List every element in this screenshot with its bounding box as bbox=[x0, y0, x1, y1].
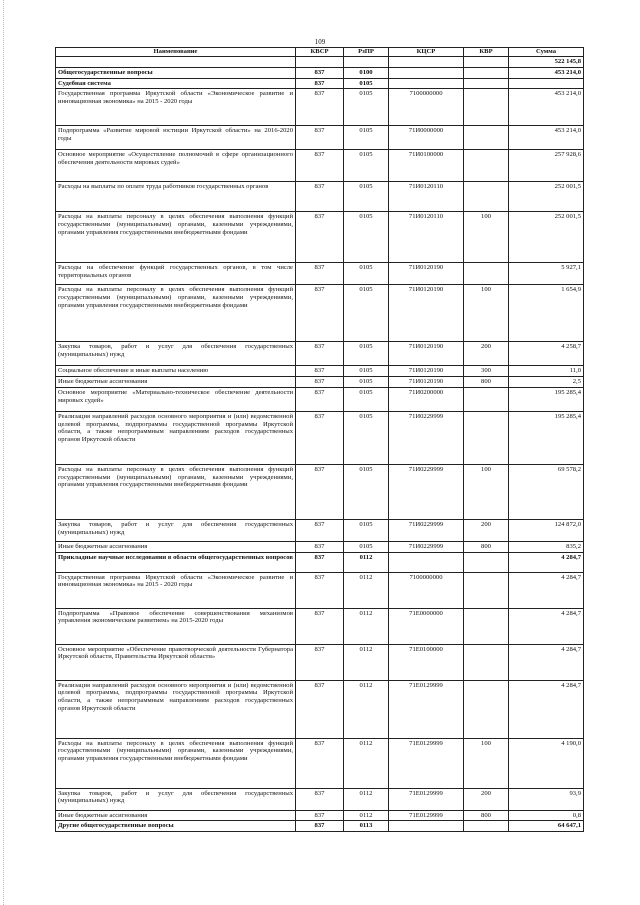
row-rzpr-cell: 0112 bbox=[344, 788, 389, 810]
row-kvsr-cell: 837 bbox=[296, 387, 344, 411]
row-kvr-cell: 100 bbox=[464, 285, 509, 342]
row-kvr-cell bbox=[464, 57, 509, 68]
table-row bbox=[56, 788, 584, 810]
row-kcsr-cell: 71Е0129999 bbox=[389, 810, 464, 821]
row-kvsr-cell: 837 bbox=[296, 182, 344, 212]
table-row bbox=[56, 366, 584, 377]
row-kvsr-cell: 837 bbox=[296, 342, 344, 366]
row-sum-cell: 4 284,7 bbox=[509, 608, 584, 644]
row-name-cell: Иные бюджетные ассигнования bbox=[56, 541, 296, 552]
row-kcsr-cell: 71И0120190 bbox=[389, 263, 464, 285]
row-kvsr-cell: 837 bbox=[296, 126, 344, 150]
row-kvsr-cell: 837 bbox=[296, 541, 344, 552]
row-name-cell: Расходы на выплаты персоналу в целях обеспечения выполнения функций государственными (муниципальными) органами, казенными учреждениями, органами управления государственными внебюджетными фондами bbox=[56, 738, 296, 788]
row-rzpr-cell: 0105 bbox=[344, 387, 389, 411]
row-kcsr-cell: 71И0120110 bbox=[389, 182, 464, 212]
row-kvsr-cell: 837 bbox=[296, 150, 344, 182]
row-rzpr-cell: 0105 bbox=[344, 212, 389, 263]
row-kcsr-cell: 71И0229999 bbox=[389, 464, 464, 519]
table-row bbox=[56, 821, 584, 832]
row-kcsr-cell: 7100000000 bbox=[389, 89, 464, 126]
table-row bbox=[56, 738, 584, 788]
row-kvr-cell bbox=[464, 644, 509, 680]
row-name-cell: Судебная система bbox=[56, 78, 296, 89]
row-kvsr-cell: 837 bbox=[296, 788, 344, 810]
row-sum-cell: 195 285,4 bbox=[509, 411, 584, 464]
row-rzpr-cell: 0105 bbox=[344, 519, 389, 541]
row-sum-cell bbox=[509, 78, 584, 89]
table-row bbox=[56, 608, 584, 644]
row-rzpr-cell bbox=[344, 57, 389, 68]
row-sum-cell: 0,8 bbox=[509, 810, 584, 821]
row-kvr-cell bbox=[464, 608, 509, 644]
row-name-cell: Другие общегосударственные вопросы bbox=[56, 821, 296, 832]
row-rzpr-cell: 0105 bbox=[344, 89, 389, 126]
row-kvr-cell: 300 bbox=[464, 366, 509, 377]
row-rzpr-cell: 0113 bbox=[344, 821, 389, 832]
row-rzpr-cell: 0105 bbox=[344, 366, 389, 377]
row-rzpr-cell: 0105 bbox=[344, 541, 389, 552]
row-kvr-cell: 800 bbox=[464, 810, 509, 821]
row-kvsr-cell: 837 bbox=[296, 680, 344, 738]
table-row bbox=[56, 464, 584, 519]
header-name: Наименование bbox=[56, 48, 296, 57]
row-sum-cell: 64 647,1 bbox=[509, 821, 584, 832]
row-sum-cell: 124 872,0 bbox=[509, 519, 584, 541]
row-kvsr-cell: 837 bbox=[296, 67, 344, 78]
row-sum-cell: 252 001,5 bbox=[509, 212, 584, 263]
table-row bbox=[56, 212, 584, 263]
row-rzpr-cell: 0105 bbox=[344, 342, 389, 366]
header-kvr: КВР bbox=[464, 48, 509, 57]
row-kvsr-cell: 837 bbox=[296, 519, 344, 541]
row-kvr-cell bbox=[464, 387, 509, 411]
header-kvsr: КВСР bbox=[296, 48, 344, 57]
table-row bbox=[56, 89, 584, 126]
row-kcsr-cell: 71Е0129999 bbox=[389, 738, 464, 788]
row-rzpr-cell: 0105 bbox=[344, 263, 389, 285]
row-sum-cell: 453 214,0 bbox=[509, 126, 584, 150]
row-kvsr-cell: 837 bbox=[296, 377, 344, 388]
row-kcsr-cell: 71Е0000000 bbox=[389, 608, 464, 644]
row-sum-cell: 4 284,7 bbox=[509, 572, 584, 608]
row-kvr-cell: 200 bbox=[464, 342, 509, 366]
row-name-cell: Государственная программа Иркутской области «Экономическое развитие и инновационная экономика» на 2015 - 2020 годы bbox=[56, 572, 296, 608]
table-row bbox=[56, 519, 584, 541]
binding-margin-line bbox=[3, 0, 8, 905]
row-rzpr-cell: 0112 bbox=[344, 572, 389, 608]
row-kcsr-cell: 71И0229999 bbox=[389, 519, 464, 541]
row-kvsr-cell: 837 bbox=[296, 572, 344, 608]
table-row bbox=[56, 572, 584, 608]
row-rzpr-cell: 0105 bbox=[344, 182, 389, 212]
row-sum-cell: 835,2 bbox=[509, 541, 584, 552]
budget-table bbox=[55, 47, 584, 832]
row-kvsr-cell bbox=[296, 57, 344, 68]
row-kvsr-cell: 837 bbox=[296, 89, 344, 126]
row-kvr-cell: 800 bbox=[464, 541, 509, 552]
table-row bbox=[56, 126, 584, 150]
row-rzpr-cell: 0105 bbox=[344, 78, 389, 89]
row-name-cell: Прикладные научные исследования в области общегосударственных вопросов bbox=[56, 552, 296, 572]
table-row bbox=[56, 411, 584, 464]
row-rzpr-cell: 0112 bbox=[344, 680, 389, 738]
table-row bbox=[56, 67, 584, 78]
row-name-cell: Расходы на выплаты персоналу в целях обеспечения выполнения функций государственными (муниципальными) органами, казенными учреждениями, органами управления государственными внебюджетными фондами bbox=[56, 464, 296, 519]
table-body bbox=[56, 57, 584, 832]
header-rzpr: РзПР bbox=[344, 48, 389, 57]
row-rzpr-cell: 0100 bbox=[344, 67, 389, 78]
row-kvsr-cell: 837 bbox=[296, 464, 344, 519]
row-kcsr-cell: 71И0100000 bbox=[389, 150, 464, 182]
row-kcsr-cell: 71Е0129999 bbox=[389, 680, 464, 738]
row-sum-cell: 453 214,0 bbox=[509, 67, 584, 78]
table-row bbox=[56, 78, 584, 89]
row-kvr-cell bbox=[464, 263, 509, 285]
row-name-cell: Подпрограмма «Правовое обеспечение совершенствования механизмов управления экономическим развитием» на 2015-2020 годы bbox=[56, 608, 296, 644]
table-row bbox=[56, 552, 584, 572]
row-kvsr-cell: 837 bbox=[296, 608, 344, 644]
row-kvsr-cell: 837 bbox=[296, 366, 344, 377]
row-name-cell: Социальное обеспечение и иные выплаты населению bbox=[56, 366, 296, 377]
table-row bbox=[56, 387, 584, 411]
row-kvr-cell bbox=[464, 572, 509, 608]
row-kcsr-cell: 71И0200000 bbox=[389, 387, 464, 411]
row-sum-cell: 453 214,0 bbox=[509, 89, 584, 126]
row-kcsr-cell: 71Е0129999 bbox=[389, 788, 464, 810]
row-name-cell: Общегосударственные вопросы bbox=[56, 67, 296, 78]
row-kcsr-cell bbox=[389, 821, 464, 832]
row-sum-cell: 1 654,9 bbox=[509, 285, 584, 342]
table-row bbox=[56, 377, 584, 388]
table-row bbox=[56, 541, 584, 552]
row-rzpr-cell: 0105 bbox=[344, 285, 389, 342]
row-name-cell: Основное мероприятие «Осуществление полномочий в сфере организационного обеспечения деятельности мировых судей» bbox=[56, 150, 296, 182]
row-sum-cell: 69 578,2 bbox=[509, 464, 584, 519]
row-name-cell: Расходы на обеспечение функций государственных органов, в том числе территориальных органов bbox=[56, 263, 296, 285]
row-kvr-cell: 100 bbox=[464, 464, 509, 519]
row-name-cell: Реализация направлений расходов основного мероприятия и (или) ведомственной целевой программы, подпрограммы государственной программы Иркутской области, а также непрограммным направлениям расходов государственных органов Иркутской области bbox=[56, 411, 296, 464]
row-rzpr-cell: 0112 bbox=[344, 552, 389, 572]
row-sum-cell: 252 001,5 bbox=[509, 182, 584, 212]
row-name-cell: Основное мероприятие «Материально-техническое обеспечение деятельности мировых судей» bbox=[56, 387, 296, 411]
row-kvr-cell: 100 bbox=[464, 212, 509, 263]
row-rzpr-cell: 0105 bbox=[344, 150, 389, 182]
row-rzpr-cell: 0112 bbox=[344, 608, 389, 644]
row-kvr-cell: 800 bbox=[464, 377, 509, 388]
row-kvsr-cell: 837 bbox=[296, 285, 344, 342]
table-row bbox=[56, 342, 584, 366]
table-row bbox=[56, 150, 584, 182]
row-kvr-cell bbox=[464, 126, 509, 150]
row-kvr-cell bbox=[464, 78, 509, 89]
row-kvsr-cell: 837 bbox=[296, 810, 344, 821]
row-name-cell: Расходы на выплаты персоналу в целях обеспечения выполнения функций государственными (муниципальными) органами, казенными учреждениями, органами управления государственными внебюджетными фондами bbox=[56, 212, 296, 263]
row-rzpr-cell: 0112 bbox=[344, 810, 389, 821]
row-name-cell: Закупка товаров, работ и услуг для обеспечения государственных (муниципальных) нужд bbox=[56, 342, 296, 366]
row-kcsr-cell: 71И0229999 bbox=[389, 541, 464, 552]
row-name-cell: Основное мероприятие «Обеспечение правотворческой деятельности Губернатора Иркутской области, Правительства Иркутской области» bbox=[56, 644, 296, 680]
row-name-cell: Расходы на выплаты персоналу в целях обеспечения выполнения функций государственными (муниципальными) органами, казенными учреждениями, органами управления государственными внебюджетными фондами bbox=[56, 285, 296, 342]
row-sum-cell: 4 284,7 bbox=[509, 644, 584, 680]
row-kvsr-cell: 837 bbox=[296, 552, 344, 572]
header-sum: Сумма bbox=[509, 48, 584, 57]
row-sum-cell: 257 928,6 bbox=[509, 150, 584, 182]
row-kcsr-cell bbox=[389, 78, 464, 89]
row-kvsr-cell: 837 bbox=[296, 78, 344, 89]
row-rzpr-cell: 0112 bbox=[344, 738, 389, 788]
table-row bbox=[56, 680, 584, 738]
row-kvr-cell bbox=[464, 67, 509, 78]
row-sum-cell: 93,9 bbox=[509, 788, 584, 810]
row-kvr-cell bbox=[464, 150, 509, 182]
row-name-cell: Подпрограмма «Развитие мировой юстиции Иркутской области» на 2016-2020 годы bbox=[56, 126, 296, 150]
row-kcsr-cell bbox=[389, 57, 464, 68]
row-sum-cell: 4 258,7 bbox=[509, 342, 584, 366]
row-kcsr-cell: 71И0120190 bbox=[389, 285, 464, 342]
row-name-cell: Государственная программа Иркутской области «Экономическое развитие и инновационная экономика» на 2015 - 2020 годы bbox=[56, 89, 296, 126]
row-sum-cell: 5 927,1 bbox=[509, 263, 584, 285]
row-kcsr-cell: 71И0120110 bbox=[389, 212, 464, 263]
row-kvr-cell bbox=[464, 821, 509, 832]
table-row bbox=[56, 810, 584, 821]
row-kvr-cell bbox=[464, 411, 509, 464]
row-kvr-cell bbox=[464, 552, 509, 572]
table-row bbox=[56, 644, 584, 680]
row-kvsr-cell: 837 bbox=[296, 738, 344, 788]
row-name-cell: Закупка товаров, работ и услуг для обеспечения государственных (муниципальных) нужд bbox=[56, 788, 296, 810]
header-kcsr: КЦСР bbox=[389, 48, 464, 57]
row-kvr-cell bbox=[464, 182, 509, 212]
page-number: 109 bbox=[314, 38, 326, 46]
row-kcsr-cell: 71И0120190 bbox=[389, 377, 464, 388]
row-kvr-cell bbox=[464, 680, 509, 738]
row-kcsr-cell: 71И0120190 bbox=[389, 342, 464, 366]
row-sum-cell: 522 145,8 bbox=[509, 57, 584, 68]
row-kcsr-cell bbox=[389, 552, 464, 572]
table-row bbox=[56, 285, 584, 342]
row-kvsr-cell: 837 bbox=[296, 263, 344, 285]
table-row bbox=[56, 57, 584, 68]
row-name-cell: Расходы на выплаты по оплате труда работников государственных органов bbox=[56, 182, 296, 212]
row-sum-cell: 11,0 bbox=[509, 366, 584, 377]
row-sum-cell: 4 284,7 bbox=[509, 552, 584, 572]
row-name-cell bbox=[56, 57, 296, 68]
row-kcsr-cell: 7100000000 bbox=[389, 572, 464, 608]
row-name-cell: Иные бюджетные ассигнования bbox=[56, 810, 296, 821]
row-kvr-cell: 200 bbox=[464, 519, 509, 541]
row-sum-cell: 4 190,0 bbox=[509, 738, 584, 788]
row-name-cell: Реализация направлений расходов основного мероприятия и (или) ведомственной целевой программы, подпрограммы государственной программы Иркутской области, а также непрограммным направлениям расходов государственных органов Иркутской области bbox=[56, 680, 296, 738]
row-kvsr-cell: 837 bbox=[296, 212, 344, 263]
row-sum-cell: 4 284,7 bbox=[509, 680, 584, 738]
row-sum-cell: 195 285,4 bbox=[509, 387, 584, 411]
budget-table-container bbox=[55, 47, 583, 832]
row-rzpr-cell: 0105 bbox=[344, 464, 389, 519]
row-sum-cell: 2,5 bbox=[509, 377, 584, 388]
row-name-cell: Закупка товаров, работ и услуг для обеспечения государственных (муниципальных) нужд bbox=[56, 519, 296, 541]
row-kvr-cell: 100 bbox=[464, 738, 509, 788]
row-rzpr-cell: 0105 bbox=[344, 126, 389, 150]
table-row bbox=[56, 182, 584, 212]
table-header-row bbox=[56, 48, 584, 57]
row-kcsr-cell: 71Е0100000 bbox=[389, 644, 464, 680]
row-kvr-cell: 200 bbox=[464, 788, 509, 810]
row-kcsr-cell: 71И0229999 bbox=[389, 411, 464, 464]
row-name-cell: Иные бюджетные ассигнования bbox=[56, 377, 296, 388]
row-kvsr-cell: 837 bbox=[296, 644, 344, 680]
row-rzpr-cell: 0105 bbox=[344, 411, 389, 464]
row-kcsr-cell bbox=[389, 67, 464, 78]
row-kcsr-cell: 71И0120190 bbox=[389, 366, 464, 377]
table-row bbox=[56, 263, 584, 285]
row-kvsr-cell: 837 bbox=[296, 411, 344, 464]
row-kcsr-cell: 71И0000000 bbox=[389, 126, 464, 150]
row-kvr-cell bbox=[464, 89, 509, 126]
row-rzpr-cell: 0112 bbox=[344, 644, 389, 680]
row-rzpr-cell: 0105 bbox=[344, 377, 389, 388]
row-kvsr-cell: 837 bbox=[296, 821, 344, 832]
